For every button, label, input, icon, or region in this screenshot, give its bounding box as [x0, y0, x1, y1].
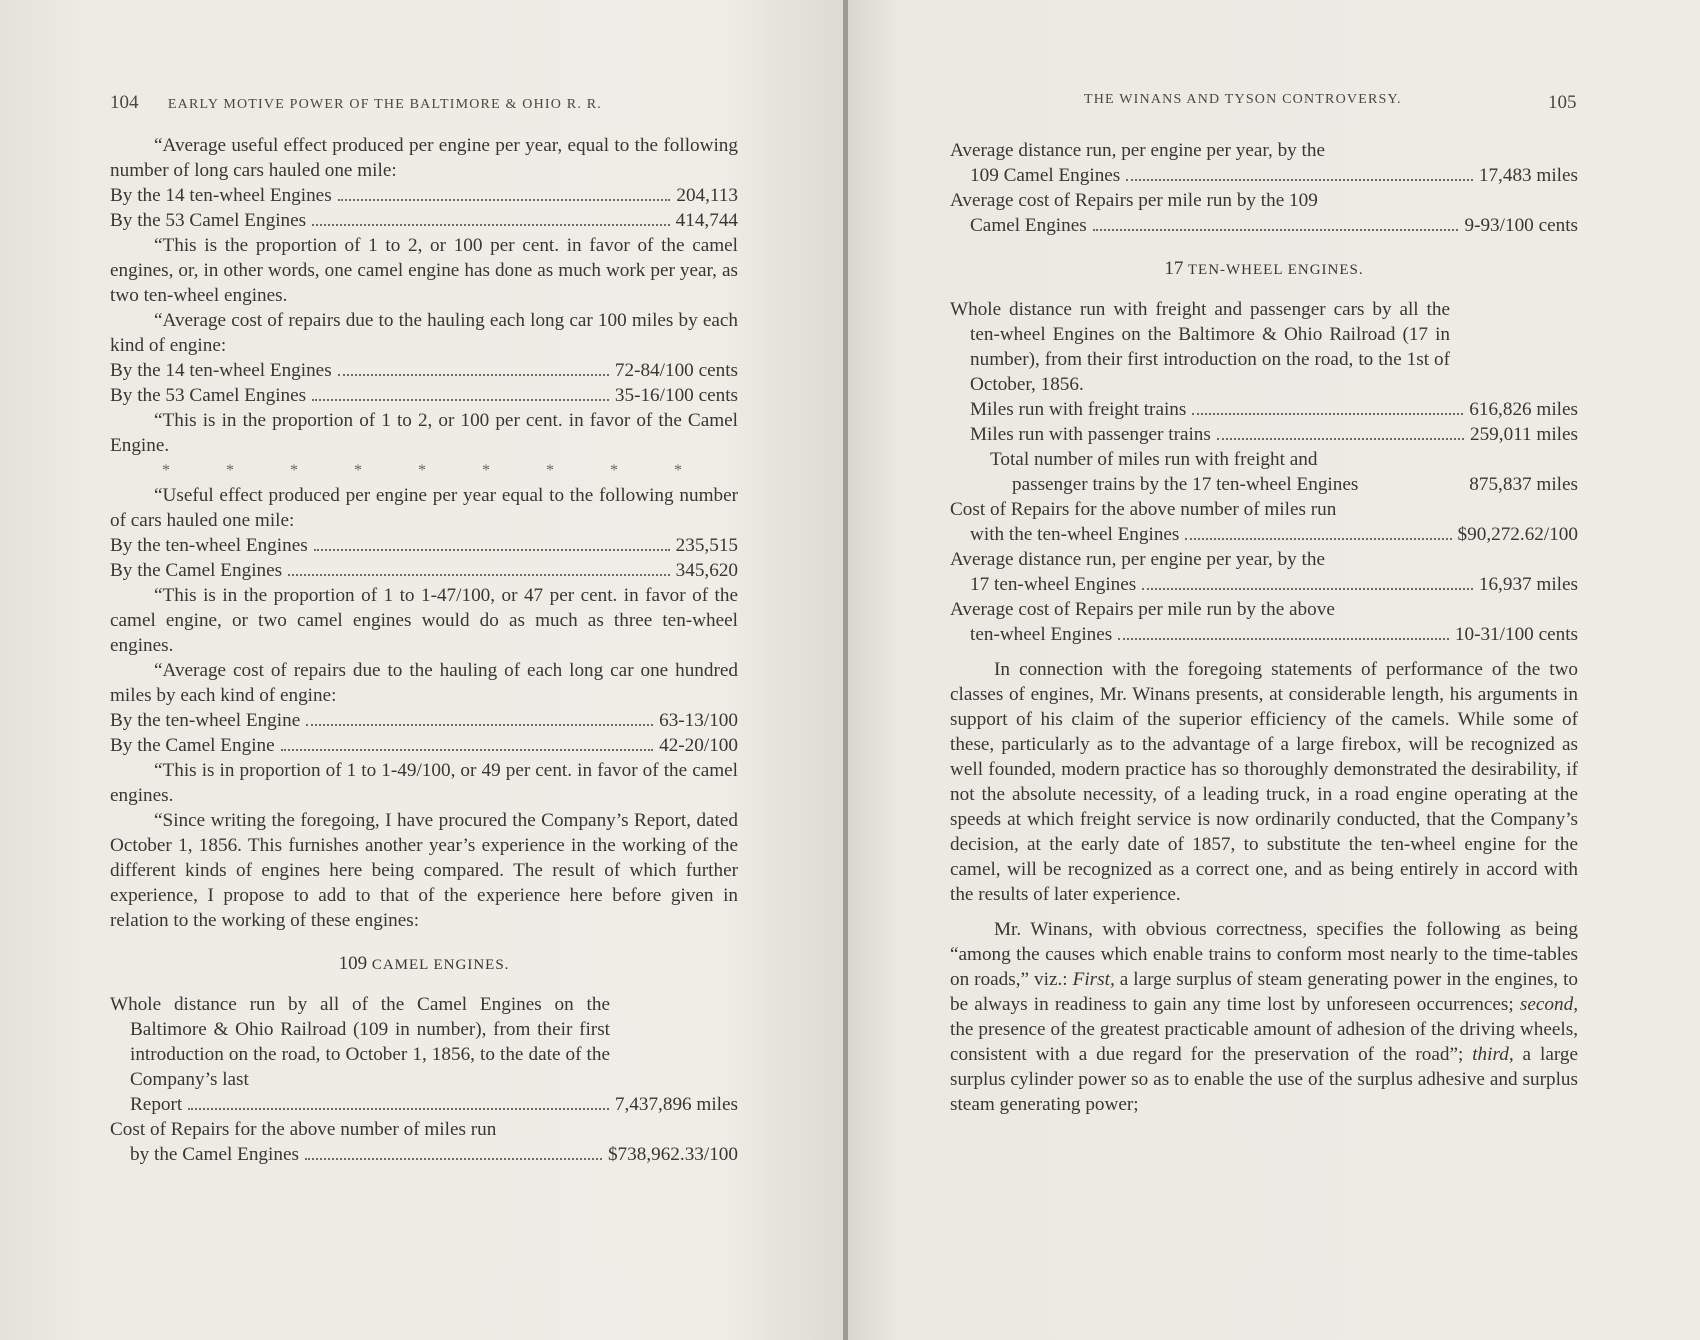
paragraph: Average cost of Repairs per mile run by the above	[950, 599, 1335, 620]
paragraph: Average distance run, per engine per year, by the	[950, 549, 1325, 570]
paragraph: Cost of Repairs for the above number of miles run	[950, 499, 1337, 520]
table-row: By the ten-wheel Engines 235,515	[110, 535, 738, 556]
section-heading: 109 CAMEL ENGINES.	[338, 953, 510, 974]
table-row: By the 14 ten-wheel Engines 72-84/100 cents	[110, 360, 738, 381]
running-head: EARLY MOTIVE POWER OF THE BALTIMORE & OHIO R. R.	[167, 97, 602, 112]
table-row: 109 Camel Engines 17,483 miles	[970, 165, 1578, 186]
right-page-header	[1084, 92, 1402, 108]
right-page-number-wrap	[1548, 92, 1577, 114]
paragraph: Average cost of Repairs per mile run by the 109	[950, 190, 1318, 211]
running-head: THE WINANS AND TYSON CONTROVERSY.	[1084, 92, 1402, 107]
paragraph: “Since writing the foregoing, I have procured the Company’s Report, dated October 1, 1856. This furnishes another year’s experience in the working of the different kinds of engines here being compared. The result of which further experience, I propose to add to that of the experience here before given in relation to the working of these engines:	[110, 810, 738, 931]
table-row: by the Camel Engines $738,962.33/100	[130, 1144, 738, 1165]
paragraph: “Average useful effect produced per engine per year, equal to the following number of long cars hauled one mile:	[110, 135, 738, 181]
paragraph: Average distance run, per engine per year, by the	[950, 140, 1325, 161]
left-page-header	[110, 92, 602, 114]
star-glyph: *	[546, 462, 554, 479]
table-row: with the ten-wheel Engines $90,272.62/100	[970, 524, 1578, 545]
table-row: By the 14 ten-wheel Engines 204,113	[110, 185, 738, 206]
star-glyph: *	[354, 462, 362, 479]
paragraph: Cost of Repairs for the above number of miles run	[110, 1119, 497, 1140]
right-page	[848, 0, 1700, 1340]
table-row: By the Camel Engines 345,620	[110, 560, 738, 581]
paragraph: Whole distance run by all of the Camel Engines on the Baltimore & Ohio Railroad (109 in number), from their first introduction on the road, to October 1, 1856, to the date of the Company’s last	[110, 994, 610, 1090]
section-break-stars	[162, 458, 682, 483]
table-row: By the 53 Camel Engines 35-16/100 cents	[110, 385, 738, 406]
star-glyph: *	[674, 462, 682, 479]
star-glyph: *	[290, 462, 298, 479]
paragraph: In connection with the foregoing statements of performance of the two classes of engines, Mr. Winans presents, at considerable length, his arguments in support of his claim of the superior efficiency of the camels. While some of these, particularly as to the advantage of a large firebox, will be recognized as well founded, modern practice has so thoroughly demonstrated the desirability, if not the absolute necessity, of a leading truck, in a road engine operating at the speeds at which freight service is now ordinarily conducted, that the Company’s decision, at the early date of 1857, to substitute the ten-wheel engine for the camel, will be recognized as a correct one, and as being entirely in accord with the results of later experience.	[950, 659, 1578, 905]
paragraph: “Useful effect produced per engine per year equal to the following number of cars hauled one mile:	[110, 485, 738, 531]
table-row: Camel Engines 9-93/100 cents	[970, 215, 1578, 236]
table-row: By the 53 Camel Engines 414,744	[110, 210, 738, 231]
page-number: 105	[1548, 92, 1577, 113]
paragraph: “This is in the proportion of 1 to 1-47/100, or 47 per cent. in favor of the camel engine, or two camel engines would do as much as three ten-wheel engines.	[110, 585, 738, 656]
paragraph: “This is in proportion of 1 to 1-49/100, or 49 per cent. in favor of the camel engines.	[110, 760, 738, 806]
paragraph: Mr. Winans, with obvious correctness, specifies the following as being “among the causes which enable trains to conform most nearly to the time-tables on roads,” viz.: First, a large surplus of steam generating power in the engines, to be always in readiness to gain any time lost by unforeseen occurrences; second, the presence of the greatest practicable amount of adhesion of the driving wheels, consistent with a due regard for the preservation of the road”; third, a large surplus cylinder power so as to enable the use of the surplus adhesive and surplus steam generating power;	[950, 919, 1578, 1115]
table-row: By the ten-wheel Engine 63-13/100	[110, 710, 738, 731]
paragraph: “This is in the proportion of 1 to 2, or 100 per cent. in favor of the Camel Engine.	[110, 410, 738, 456]
section-heading: 17 TEN-WHEEL ENGINES.	[1164, 258, 1364, 279]
paragraph: Total number of miles run with freight and	[990, 449, 1318, 470]
table-row: 17 ten-wheel Engines 16,937 miles	[970, 574, 1578, 595]
paragraph: “Average cost of repairs due to the hauling of each long car one hundred miles by each kind of engine:	[110, 660, 738, 706]
table-row: passenger trains by the 17 ten-wheel Engines 875,837 miles	[1012, 474, 1578, 495]
left-page	[0, 0, 846, 1340]
table-row: ten-wheel Engines 10-31/100 cents	[970, 624, 1578, 645]
star-glyph: *	[226, 462, 234, 479]
table-row: By the Camel Engine 42-20/100	[110, 735, 738, 756]
paragraph: “This is the proportion of 1 to 2, or 100 per cent. in favor of the camel engines, or, in other words, one camel engine has done as much work per year, as two ten-wheel engines.	[110, 235, 738, 306]
right-text-column	[950, 138, 1578, 1117]
page-number: 104	[110, 92, 139, 113]
table-row: Miles run with freight trains 616,826 miles	[970, 399, 1578, 420]
table-row: Report 7,437,896 miles	[130, 1094, 738, 1115]
left-text-column	[110, 133, 738, 1167]
star-glyph: *	[162, 462, 170, 479]
star-glyph: *	[482, 462, 490, 479]
paragraph: “Average cost of repairs due to the hauling each long car 100 miles by each kind of engine:	[110, 310, 738, 356]
star-glyph: *	[610, 462, 618, 479]
paragraph: Whole distance run with freight and passenger cars by all the ten-wheel Engines on the Baltimore & Ohio Railroad (17 in number), from their first introduction on the road, to the 1st of October, 1856.	[950, 299, 1450, 395]
table-row: Miles run with passenger trains 259,011 miles	[970, 424, 1578, 445]
star-glyph: *	[418, 462, 426, 479]
